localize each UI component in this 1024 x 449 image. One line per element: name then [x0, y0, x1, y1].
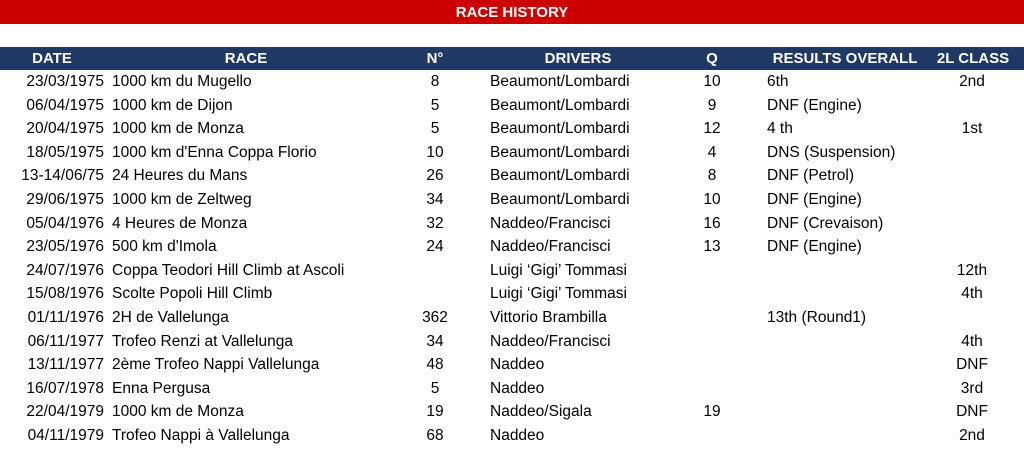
number-cell: 10 — [426, 143, 444, 161]
q-cell: 13 — [703, 238, 721, 256]
q-cell: 19 — [703, 403, 721, 421]
q-cell: 9 — [707, 96, 717, 114]
table-row — [0, 282, 1024, 306]
result-cell: DNF (Engine) — [767, 96, 862, 114]
race-cell: 1000 km du Mugello — [112, 73, 252, 90]
drivers-cell: Beaumont/Lombardi — [490, 167, 630, 185]
date-cell: 06/11/1977 — [27, 332, 104, 350]
drivers-cell: Beaumont/Lombardi — [490, 190, 630, 208]
column-header-q: Q — [706, 50, 718, 67]
q-cell: 12 — [703, 120, 721, 138]
class-cell: 2nd — [959, 426, 985, 444]
date-cell: 01/11/1976 — [27, 308, 104, 326]
drivers-cell: Beaumont/Lombardi — [490, 73, 630, 90]
column-header-drivers: DRIVERS — [544, 50, 612, 67]
q-cell: 8 — [707, 167, 717, 185]
date-cell: 15/08/1976 — [26, 285, 104, 303]
number-cell: 362 — [422, 308, 448, 326]
table-row — [0, 424, 1024, 448]
table-row — [0, 330, 1024, 354]
column-header-number: N° — [426, 50, 444, 67]
table-row — [0, 188, 1024, 212]
race-cell: 1000 km d'Enna Coppa Florio — [112, 143, 317, 161]
table-row — [0, 70, 1024, 94]
drivers-cell: Beaumont/Lombardi — [490, 120, 630, 138]
drivers-cell: Naddeo/Francisci — [490, 214, 611, 232]
table-row — [0, 377, 1024, 401]
race-cell: 1000 km de Monza — [112, 120, 244, 138]
date-cell: 13/11/1977 — [27, 356, 104, 374]
race-cell: 1000 km de Zeltweg — [112, 190, 252, 208]
race-cell: 24 Heures du Mans — [112, 167, 248, 185]
race-cell: 4 Heures de Monza — [112, 214, 248, 232]
number-cell: 24 — [426, 238, 444, 256]
date-cell: 23/05/1976 — [26, 238, 104, 256]
table-body — [0, 70, 1024, 448]
result-cell: 4 th — [767, 120, 793, 138]
q-cell: 4 — [707, 143, 717, 161]
date-cell: 24/07/1976 — [26, 261, 104, 279]
drivers-cell: Naddeo/Sigala — [490, 403, 592, 421]
result-cell: 6th — [767, 73, 789, 90]
race-cell: Trofeo Renzi at Vallelunga — [112, 332, 293, 350]
table-row — [0, 353, 1024, 377]
drivers-cell: Naddeo/Francisci — [490, 332, 611, 350]
number-cell: 19 — [426, 403, 444, 421]
result-cell: 13th (Round1) — [767, 308, 867, 326]
class-cell: DNF — [956, 356, 988, 374]
race-cell: 1000 km de Dijon — [112, 96, 233, 114]
class-cell: 2nd — [959, 73, 985, 90]
race-cell: 1000 km de Monza — [112, 403, 244, 421]
date-cell: 16/07/1978 — [26, 379, 104, 397]
table-row — [0, 164, 1024, 188]
table-row — [0, 117, 1024, 141]
number-cell: 5 — [430, 96, 440, 114]
table-row — [0, 141, 1024, 165]
class-cell: 4th — [961, 332, 983, 350]
column-header-race: RACE — [224, 50, 268, 67]
race-cell: 2ème Trofeo Nappi Vallelunga — [112, 356, 320, 374]
result-cell: DNF (Engine) — [767, 238, 862, 256]
race-cell: 2H de Vallelunga — [112, 308, 229, 326]
race-cell: Coppa Teodori Hill Climb at Ascoli — [112, 261, 345, 279]
class-cell: 3rd — [960, 379, 984, 397]
number-cell: 26 — [426, 167, 444, 185]
race-cell: 500 km d'Imola — [112, 238, 217, 256]
table-header — [0, 47, 1024, 70]
date-cell: 13-14/06/75 — [21, 167, 104, 185]
class-cell: 12th — [956, 261, 988, 279]
result-cell: DNF (Petrol) — [767, 167, 854, 185]
q-cell: 10 — [703, 190, 721, 208]
class-cell: 1st — [961, 120, 983, 138]
drivers-cell: Luigi ‘Gigi’ Tommasi — [490, 285, 627, 303]
race-history-banner — [0, 0, 1024, 24]
table-row — [0, 235, 1024, 259]
number-cell: 32 — [426, 214, 444, 232]
table-row — [0, 259, 1024, 283]
page-title: RACE HISTORY — [455, 3, 569, 21]
drivers-cell: Vittorio Brambilla — [490, 308, 607, 326]
drivers-cell: Naddeo — [490, 379, 545, 397]
date-cell: 23/03/1975 — [26, 73, 104, 90]
drivers-cell: Naddeo — [490, 426, 545, 444]
number-cell: 8 — [430, 73, 440, 90]
race-cell: Enna Pergusa — [112, 379, 211, 397]
drivers-cell: Naddeo/Francisci — [490, 238, 611, 256]
class-cell: DNF — [956, 403, 988, 421]
drivers-cell: Beaumont/Lombardi — [490, 96, 630, 114]
drivers-cell: Naddeo — [490, 356, 545, 374]
table-row — [0, 400, 1024, 424]
column-header-date: DATE — [32, 50, 72, 67]
number-cell: 68 — [426, 426, 444, 444]
date-cell: 18/05/1975 — [26, 143, 104, 161]
column-header-results: RESULTS OVERALL — [772, 50, 918, 67]
date-cell: 29/06/1975 — [26, 190, 104, 208]
number-cell: 5 — [430, 120, 440, 138]
date-cell: 04/11/1979 — [27, 426, 104, 444]
number-cell: 34 — [426, 190, 444, 208]
race-cell: Trofeo Nappi à Vallelunga — [112, 426, 290, 444]
date-cell: 06/04/1975 — [26, 96, 104, 114]
class-cell: 4th — [961, 285, 983, 303]
number-cell: 34 — [426, 332, 444, 350]
table-row — [0, 94, 1024, 118]
date-cell: 05/04/1976 — [26, 214, 104, 232]
drivers-cell: Beaumont/Lombardi — [490, 143, 630, 161]
drivers-cell: Luigi ‘Gigi’ Tommasi — [490, 261, 627, 279]
q-cell: 10 — [703, 73, 721, 90]
race-cell: Scolte Popoli Hill Climb — [112, 285, 273, 303]
column-header-class: 2L CLASS — [936, 50, 1010, 67]
result-cell: DNS (Suspension) — [767, 143, 896, 161]
result-cell: DNF (Crevaison) — [767, 214, 884, 232]
number-cell: 48 — [426, 356, 444, 374]
table-row — [0, 306, 1024, 330]
date-cell: 22/04/1979 — [26, 403, 104, 421]
date-cell: 20/04/1975 — [26, 120, 104, 138]
number-cell: 5 — [430, 379, 440, 397]
q-cell: 16 — [703, 214, 721, 232]
result-cell: DNF (Engine) — [767, 190, 862, 208]
table-row — [0, 212, 1024, 236]
